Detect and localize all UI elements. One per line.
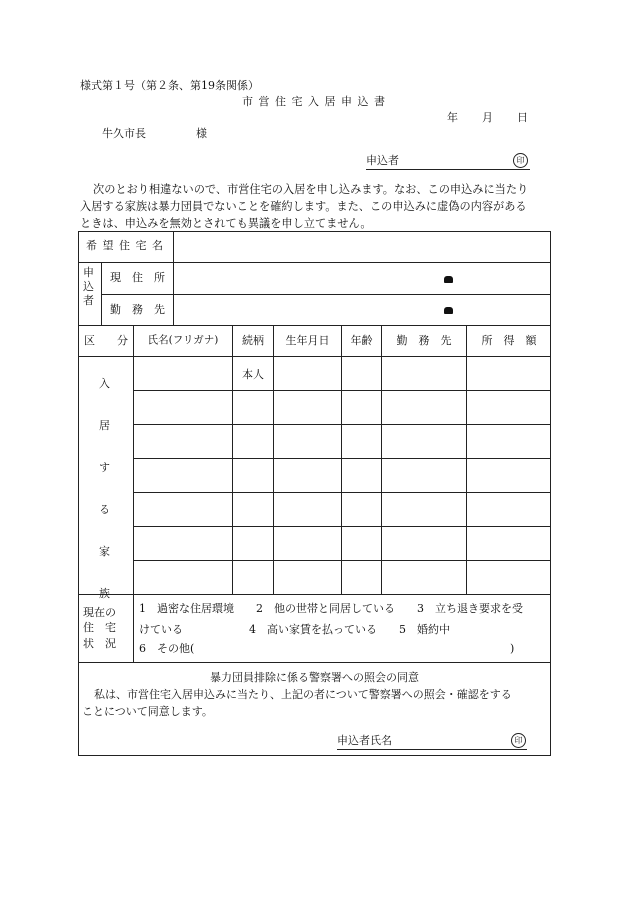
housing-status-line-1[interactable]: 1 過密な住居環境 2 他の世帯と同居している 3 立ち退き要求を受 bbox=[139, 602, 523, 615]
addressee: 牛久市長 bbox=[102, 127, 146, 140]
workplace-field[interactable] bbox=[175, 296, 549, 324]
housing-status-other-close: ) bbox=[510, 642, 515, 655]
housing-status-line-2[interactable]: けている 4 高い家賃を払っている 5 婚約中 bbox=[139, 623, 450, 636]
housing-status-label-line: 現在の bbox=[83, 606, 116, 619]
page-title: 市 営 住 宅 入 居 申 込 書 bbox=[242, 95, 386, 108]
table-row[interactable] bbox=[134, 391, 551, 424]
phone-icon bbox=[444, 276, 453, 283]
current-address-label: 現 住 所 bbox=[110, 271, 165, 284]
current-address-field[interactable] bbox=[175, 264, 549, 293]
header-name: 氏名(フリガナ) bbox=[147, 334, 219, 346]
table-row[interactable] bbox=[134, 357, 551, 390]
table-row[interactable] bbox=[134, 527, 551, 560]
honorific: 様 bbox=[196, 127, 207, 140]
consent-line-1: 私は、市営住宅入居申込みに当たり、上記の者について警察署への照会・確認をする bbox=[94, 688, 512, 701]
date-year-label: 年 bbox=[447, 111, 458, 124]
table-row[interactable] bbox=[134, 493, 551, 526]
form-number: 様式第１号（第２条、第19条関係） bbox=[80, 79, 259, 92]
intro-line-3: ときは、申込みを無効とされても異議を申し立てません。 bbox=[80, 217, 372, 230]
intro-line-1: 次のとおり相違ないので、市営住宅の入居を申し込みます。なお、この申込みに当たり bbox=[93, 183, 529, 196]
signature-label: 申込者氏名 bbox=[337, 734, 392, 747]
housing-status-label-line: 住 宅 bbox=[83, 621, 116, 634]
signature-underline bbox=[337, 749, 527, 750]
family-side-label: 入居する家族 bbox=[99, 377, 110, 600]
signature-field[interactable] bbox=[396, 731, 508, 748]
applicant-side-label: 申込者 bbox=[83, 266, 94, 307]
housing-status-other[interactable]: 6 その他( bbox=[139, 642, 195, 655]
phone-icon bbox=[444, 307, 453, 314]
desired-housing-label: 希 望 住 宅 名 bbox=[86, 239, 164, 252]
intro-line-2: 入居する家族は暴力団員でないことを確約します。また、この申込みに虚偽の内容がある bbox=[80, 200, 527, 213]
header-relation: 続柄 bbox=[242, 334, 264, 347]
relation-self: 本人 bbox=[242, 368, 264, 381]
seal-mark: 印 bbox=[511, 733, 526, 748]
seal-mark: 印 bbox=[513, 153, 528, 168]
header-age: 年齢 bbox=[350, 334, 373, 347]
applicant-underline bbox=[366, 169, 530, 170]
header-birthdate: 生年月日 bbox=[285, 334, 330, 347]
table-row[interactable] bbox=[134, 459, 551, 492]
applicant-label: 申込者 bbox=[366, 154, 399, 167]
date-day-label: 日 bbox=[517, 111, 528, 124]
workplace-label: 勤 務 先 bbox=[110, 303, 165, 316]
desired-housing-field[interactable] bbox=[175, 233, 549, 261]
header-category: 区 分 bbox=[84, 334, 128, 347]
header-income: 所 得 額 bbox=[481, 334, 537, 347]
housing-status-label-line: 状 況 bbox=[83, 637, 116, 650]
date-month-label: 月 bbox=[482, 111, 493, 124]
housing-status-label bbox=[83, 604, 129, 651]
consent-line-2: ことについて同意します。 bbox=[82, 705, 213, 718]
table-row[interactable] bbox=[134, 425, 551, 458]
consent-title: 暴力団員排除に係る警察署への照会の同意 bbox=[210, 671, 419, 684]
header-workplace: 勤 務 先 bbox=[396, 334, 452, 347]
